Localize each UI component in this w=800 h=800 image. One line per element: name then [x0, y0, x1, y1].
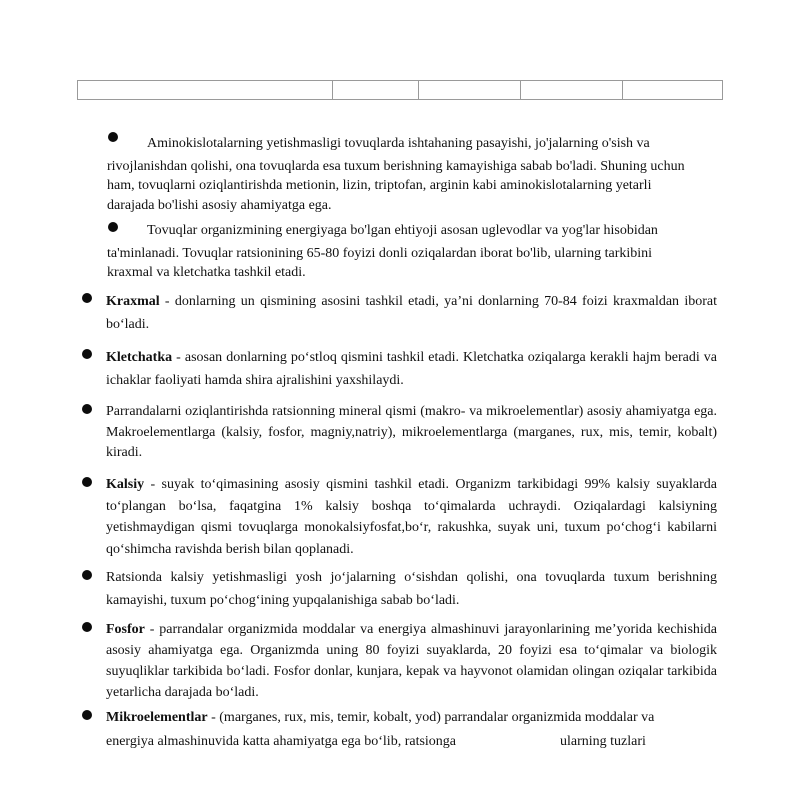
item-term: Fosfor [106, 622, 145, 637]
list-item [106, 566, 717, 612]
bullet-icon [82, 349, 92, 359]
table-cell [419, 81, 521, 100]
paragraph-text: ta'minlanadi. Tovuqlar ratsionining 65-80 foyizi donli oziqalardan iborat bo'lib, ularning tarkibini kraxmal va kletchatka tashkil etadi. [107, 245, 653, 280]
paragraph-text: rivojlanishdan qolishi, ona tovuqlarda esa tuxum berishning kamayishiga sabab bo'ladi. Shuning uchun ham, tovuqlarni oziqlantirishda metionin, lizin, triptofan, arginin kabi aminokislotalarning yetarli darajada bo'lishi asosiy ahamiyatga ega. [107, 158, 685, 213]
bullet-icon [82, 710, 92, 720]
item-text: - parrandalar organizmida moddalar va energiya almashinuvi jarayonlarining me’yorida kechishida asosiy ahamiyatga ega. Organizmda uning 80 foyizi suyaklarda, 20 foyizi esa to‘qimalar va biologik suyuqliklar tarkibida bo‘ladi. Fosfor donlar, kunjara, kepak va hayvonot olamidan olingan oziqalar tarkibida yetarlicha darajada bo‘ladi. [106, 622, 717, 700]
table-cell [521, 81, 623, 100]
paragraph-first-line: Tovuqlar organizmining energiyaga bo'lgan ehtiyoji asosan uglevodlar va yog'lar hisobidan [147, 223, 658, 238]
item-term: Mikroelementlar [106, 710, 208, 725]
paragraph [107, 221, 697, 283]
item-term: Kletchatka [106, 350, 173, 365]
item-text: - asosan donlarning po‘stloq qismini tashkil etadi. Kletchatka oziqalarga kerakli hajm beradi va ichaklar faoliyati hamda shira ajralishini yaxshilaydi. [106, 350, 717, 388]
table-cell [333, 81, 419, 100]
table-cell [623, 81, 723, 100]
item-text: - donlarning un qismining asosini tashkil etadi, ya’ni donlarning 70-84 foizi kraxmaldan iborat bo‘ladi. [106, 294, 717, 332]
bullet-icon [82, 622, 92, 632]
item-text: - (marganes, rux, mis, temir, kobalt, yod) parrandalar organizmida moddalar va [207, 710, 655, 725]
top-table [77, 80, 723, 100]
paragraph-first-line: Aminokislotalarning yetishmasligi tovuqlarda ishtahaning pasayishi, jo'jalarning o'sish va [147, 136, 650, 151]
list-item [106, 346, 717, 392]
list-item [106, 474, 717, 560]
bullet-icon [82, 570, 92, 580]
item-text: Ratsionda kalsiy yetishmasligi yosh jo‘jalarning o‘sishdan qolishi, ona tovuqlarda tuxum berishning kamayishi, tuxum po‘chog‘ining yupqalanishiga sabab bo‘ladi. [106, 570, 717, 608]
list-item [106, 619, 717, 703]
list-item [106, 290, 717, 336]
list-item-tail [106, 731, 717, 753]
list-item [106, 402, 717, 464]
item-text: ularning tuzlari [560, 734, 646, 749]
bullet-icon [82, 404, 92, 414]
table-cell [78, 81, 333, 100]
list-item [106, 707, 717, 729]
item-text: Parrandalarni oziqlantirishda ratsionning mineral qismi (makro- va mikroelementlar) asosiy ahamiyatga ega. Makroelementlarga (kalsiy, fosfor, magniy,natriy), mikroelementlarga (marganes, rux, mis, temir, kobalt) kiradi. [106, 404, 717, 460]
item-term: Kraxmal [106, 294, 160, 309]
bullet-icon [82, 477, 92, 487]
item-text: energiya almashinuvida katta ahamiyatga ega bo‘lib, ratsionga [106, 734, 457, 749]
item-text: - suyak to‘qimasining asosiy qismini tashkil etadi. Organizm tarkibidagi 99% kalsiy suyaklarda to‘plangan bo‘lsa, faqatgina 1% kalsiy boshqa to‘qimalarda uchraydi. Oziqalardagi kalsiyning yetishmaydigan qismi tovuqlarga monokalsiyfosfat,bo‘r, rakushka, suyak uni, tuxum po‘chog‘i kabilarni qo‘shimcha ravishda berish bilan qoplanadi. [106, 477, 717, 557]
paragraph [107, 134, 697, 215]
bullet-icon [82, 293, 92, 303]
item-term: Kalsiy [106, 477, 145, 492]
